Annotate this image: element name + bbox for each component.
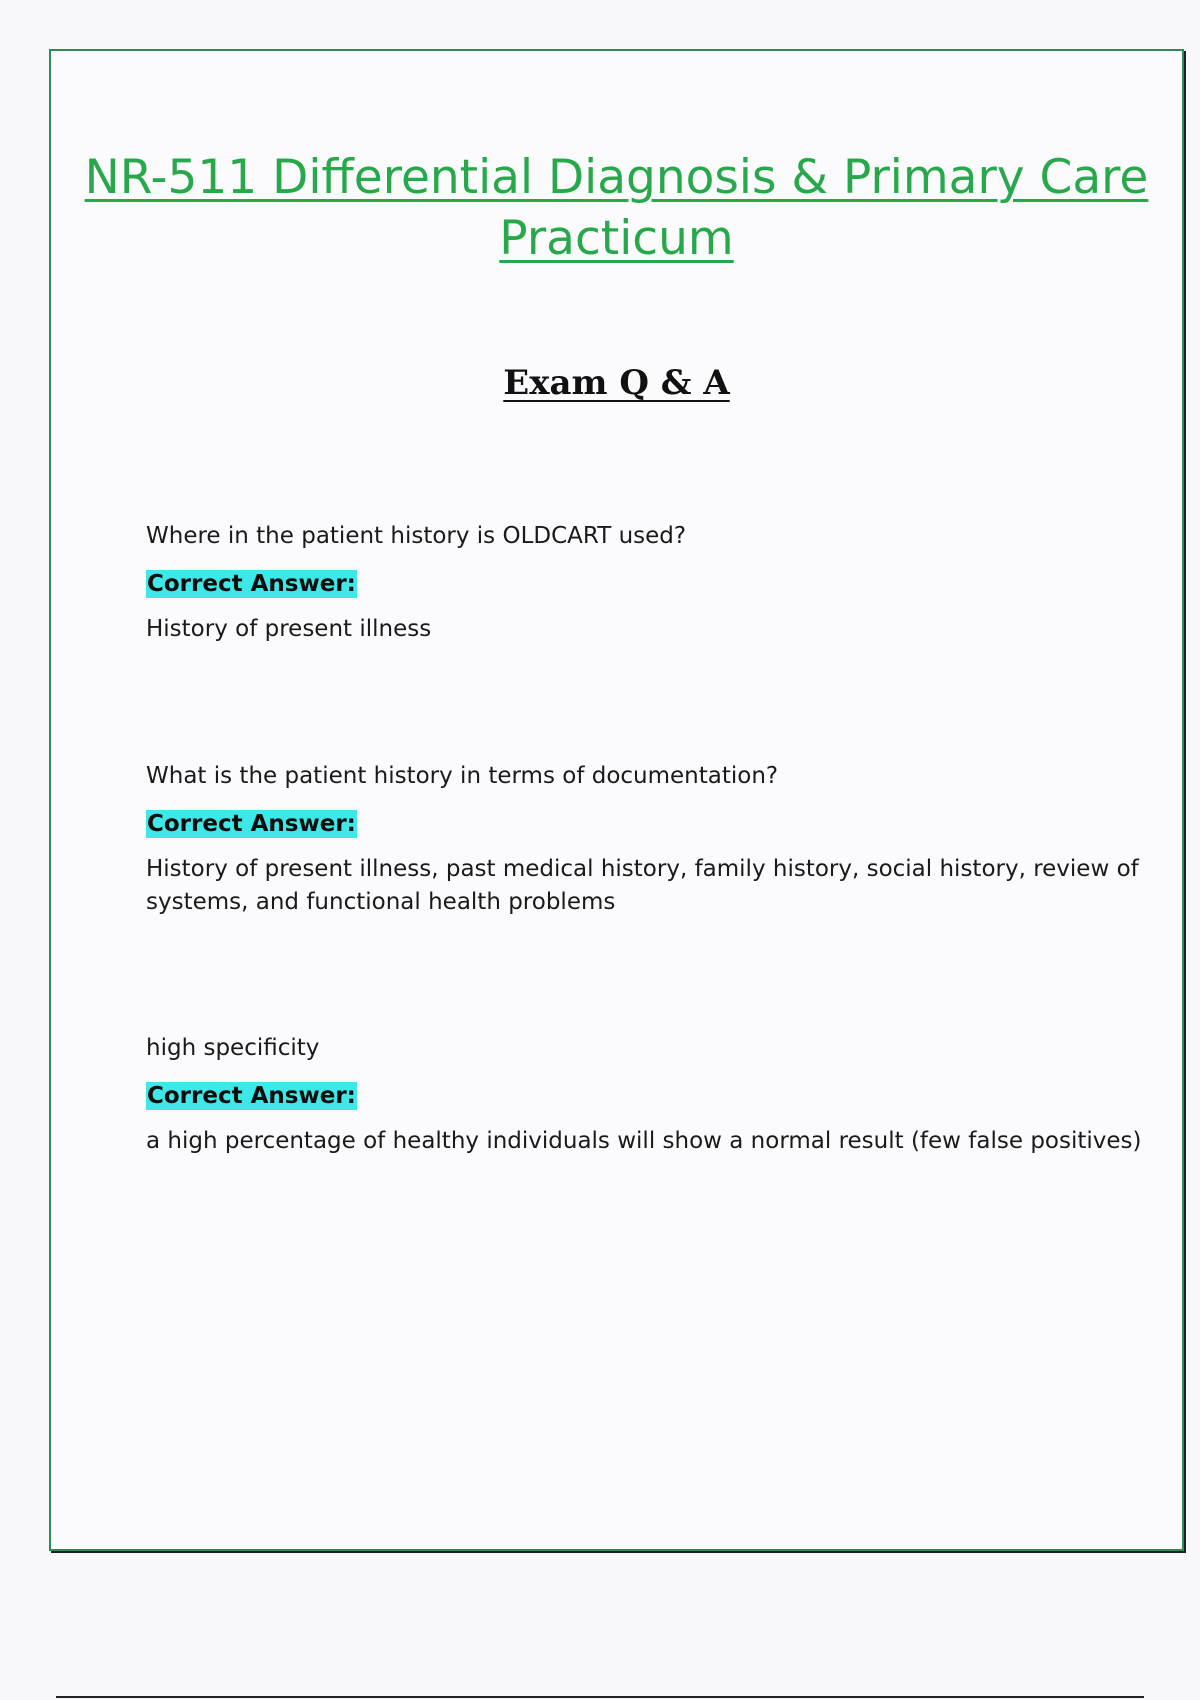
answer-text: History of present illness, past medical history, family history, social history, review of systems, and functional health problems [146, 856, 1139, 915]
correct-answer-label: Correct Answer: [147, 571, 356, 597]
question-text: high specificity [146, 1035, 320, 1061]
page-frame [49, 49, 1184, 1551]
question-text: Where in the patient history is OLDCART used? [146, 523, 687, 549]
document-title: NR-511 Differential Diagnosis & Primary Care Practicum [84, 150, 1149, 266]
question-text: What is the patient history in terms of documentation? [146, 763, 779, 789]
footer-divider [56, 1696, 1144, 1698]
qa-item [146, 761, 1146, 919]
qa-item [146, 521, 1146, 646]
answer-text: a high percentage of healthy individuals will show a normal result (few false positives) [146, 1128, 1142, 1154]
qa-item [146, 1033, 1146, 1158]
answer-text: History of present illness [146, 616, 432, 642]
document-subtitle: Exam Q & A [503, 363, 730, 403]
correct-answer-label: Correct Answer: [147, 1083, 356, 1109]
correct-answer-label: Correct Answer: [147, 811, 356, 837]
